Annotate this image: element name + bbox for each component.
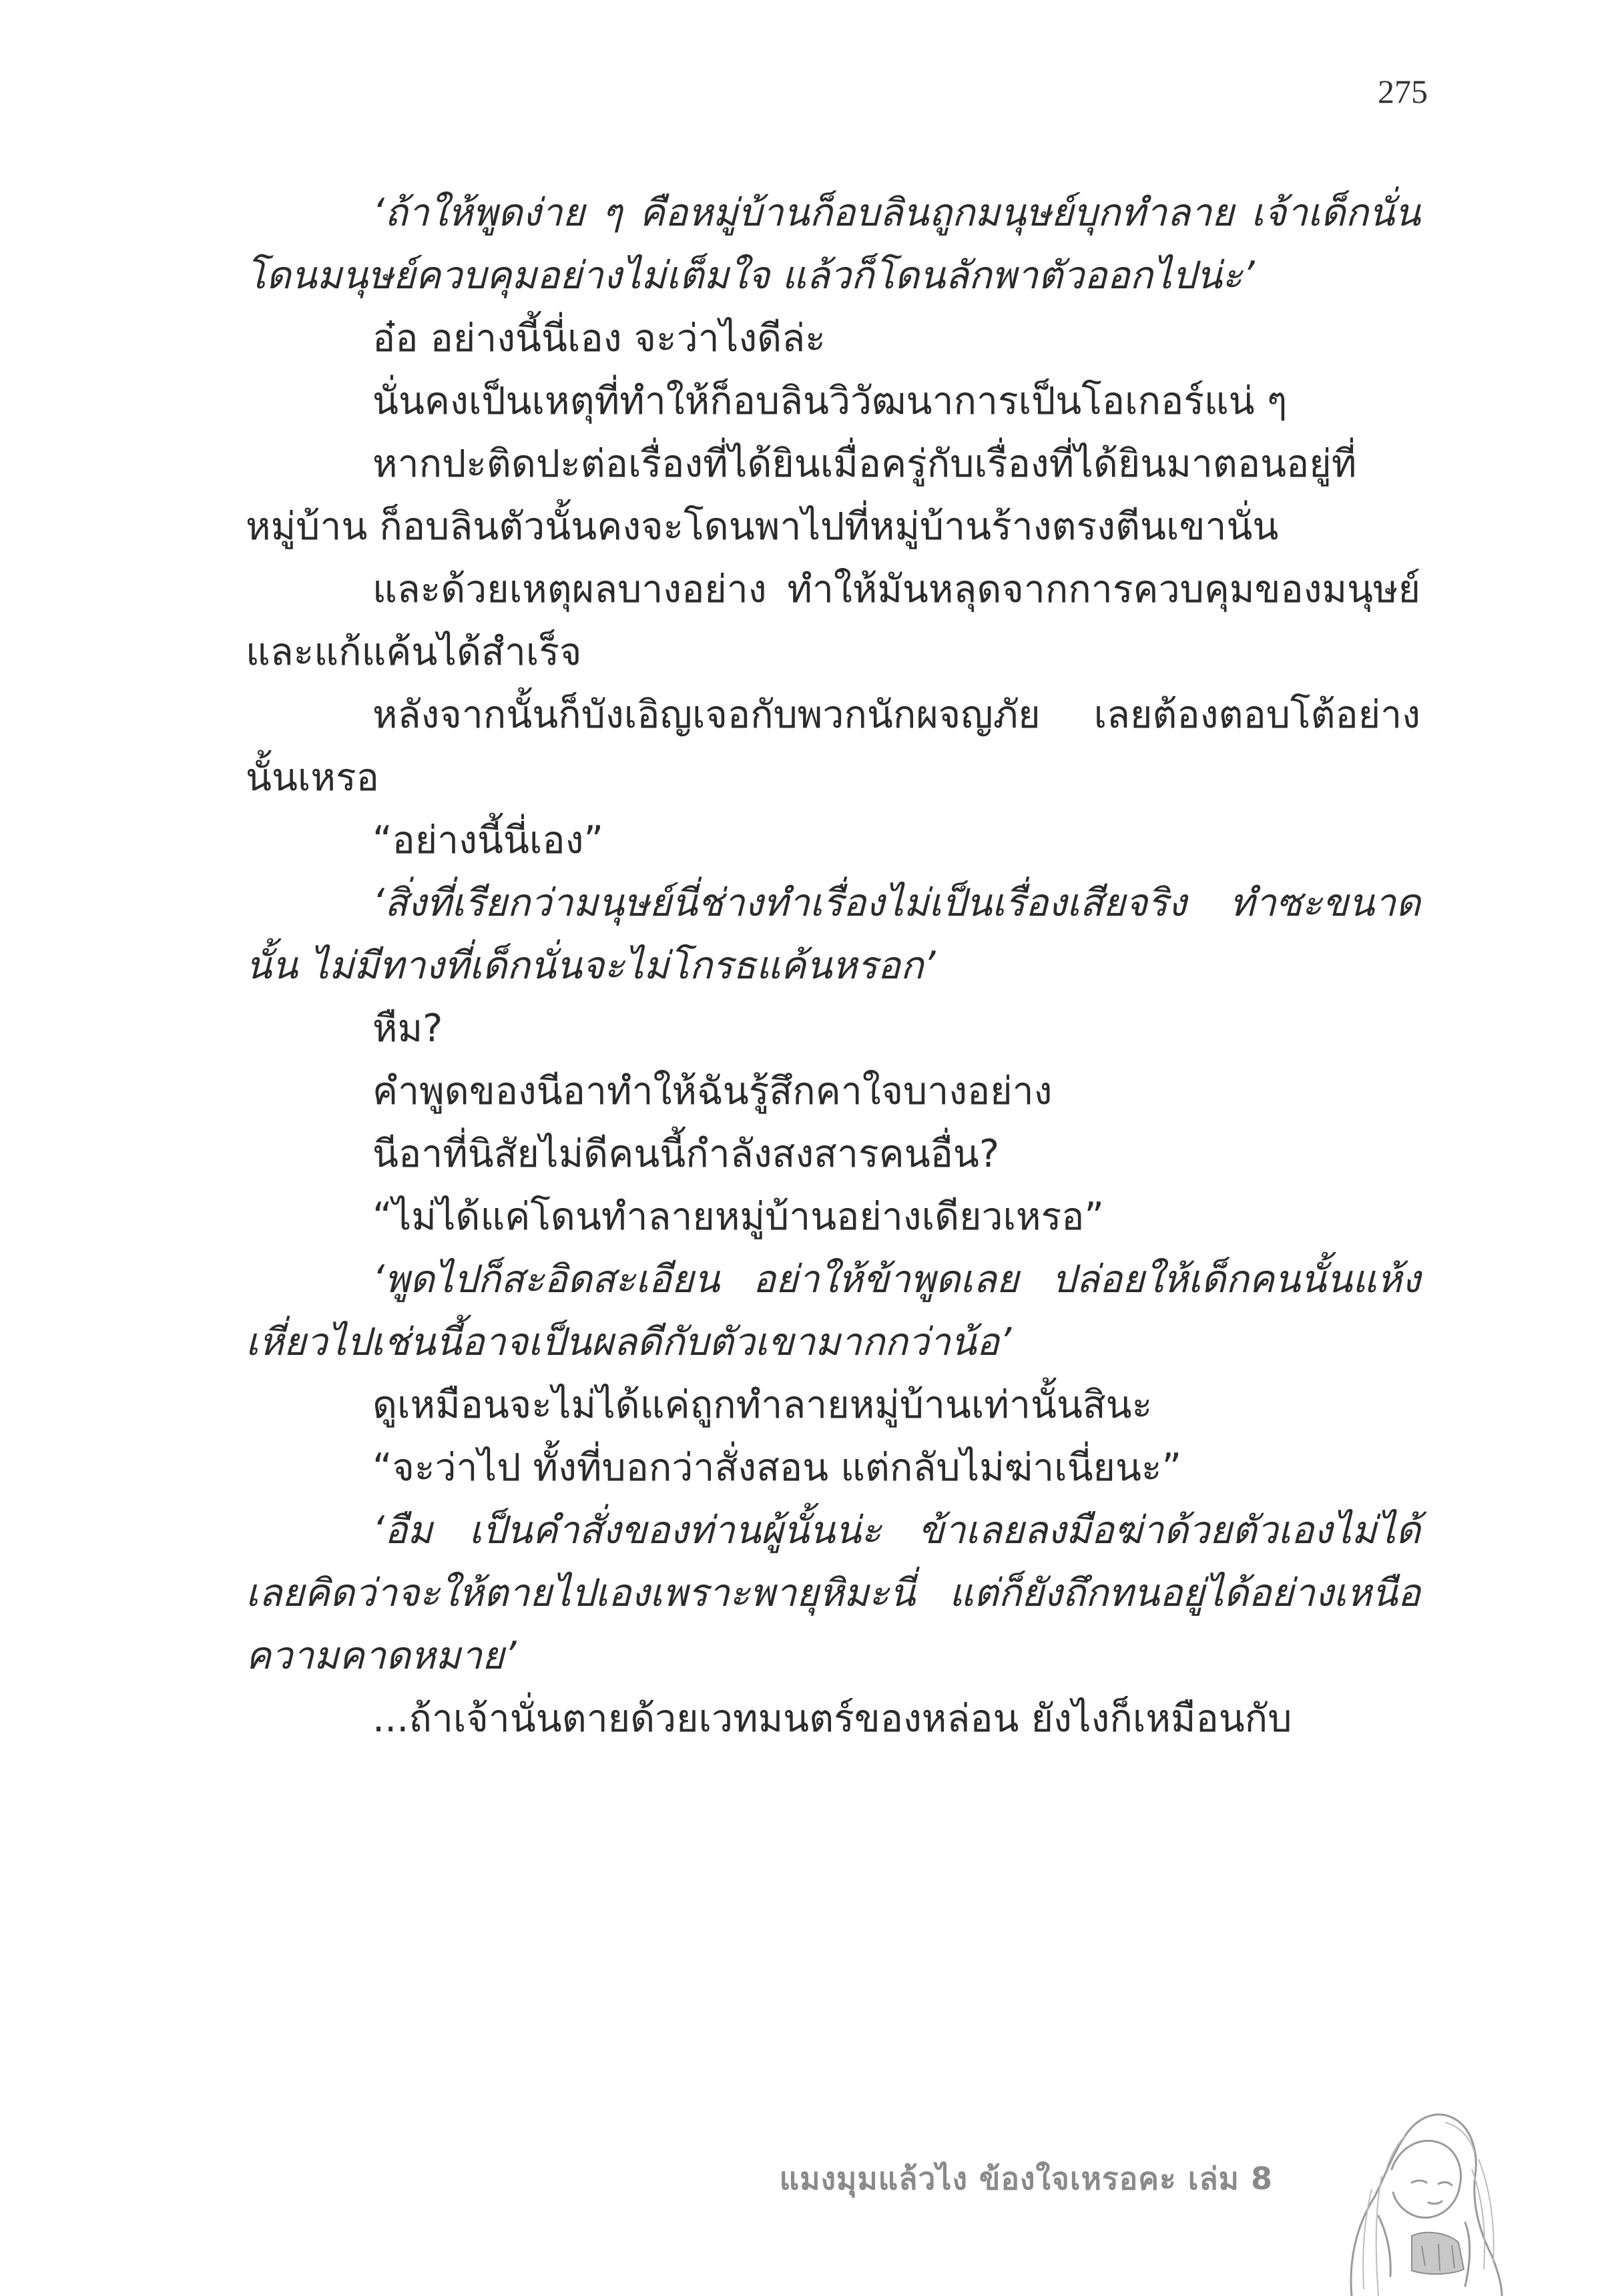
body-text bbox=[246, 182, 1420, 1750]
page-number: 275 bbox=[1378, 73, 1428, 110]
paragraph: หืม? bbox=[372, 1007, 443, 1051]
paragraph: อ๋อ อย่างนี้นี่เอง จะว่าไงดีล่ะ bbox=[372, 316, 826, 360]
character-illustration bbox=[1312, 2096, 1505, 2296]
paragraph: นีอาที่นิสัยไม่ดีคนนี้กำลังสงสารคนอื่น? bbox=[372, 1132, 1000, 1176]
paragraph: นั่นคงเป็นเหตุที่ทำให้ก็อบลินวิวัฒนาการเป็นโอเกอร์แน่ ๆ bbox=[372, 379, 1288, 423]
paragraph: และด้วยเหตุผลบางอย่าง ทำให้มันหลุดจากการควบคุมของมนุษย์และแก้แค้นได้สำเร็จ bbox=[246, 567, 1420, 674]
footer-book-title: แมงมุมแล้วไง ข้องใจเหรอคะ เล่ม 8 bbox=[779, 2161, 1273, 2197]
paragraph: “ไม่ได้แค่โดนทำลายหมู่บ้านอย่างเดียวเหรอ” bbox=[372, 1195, 1104, 1239]
paragraph: ‘พูดไปก็สะอิดสะเอียน อย่าให้ข้าพูดเลย ปล่อยให้เด็กคนนั้นแห้งเหี่ยวไปเช่นนี้อาจเป็นผลดีกับตัวเขามากกว่าน้อ’ bbox=[246, 1257, 1420, 1364]
paragraph: ‘ถ้าให้พูดง่าย ๆ คือหมู่บ้านก็อบลินถูกมนุษย์บุกทำลาย เจ้าเด็กนั่นโดนมนุษย์ควบคุมอย่างไม่เต็มใจ แล้วก็โดนลักพาตัวออกไปน่ะ’ bbox=[246, 191, 1420, 298]
paragraph: ...ถ้าเจ้านั่นตายด้วยเวทมนตร์ของหล่อน ยังไงก็เหมือนกับ bbox=[372, 1697, 1292, 1741]
paragraph: ‘สิ่งที่เรียกว่ามนุษย์นี่ช่างทำเรื่องไม่เป็นเรื่องเสียจริง ทำซะขนาดนั้น ไม่มีทางที่เด็กนั่นจะไม่โกรธแค้นหรอก’ bbox=[246, 881, 1420, 988]
paragraph: “อย่างนี้นี่เอง” bbox=[372, 818, 604, 862]
paragraph: ‘อืม เป็นคำสั่งของท่านผู้นั้นน่ะ ข้าเลยลงมือฆ่าด้วยตัวเองไม่ได้ เลยคิดว่าจะให้ตายไปเองเพราะพายุหิมะนี่ แต่ก็ยังถึกทนอยู่ได้อย่างเหนือความคาดหมาย’ bbox=[246, 1508, 1420, 1678]
paragraph: หลังจากนั้นก็บังเอิญเจอกับพวกนักผจญภัย เลยต้องตอบโต้อย่างนั้นเหรอ bbox=[246, 693, 1420, 800]
paragraph: หากปะติดปะต่อเรื่องที่ได้ยินเมื่อครู่กับเรื่องที่ได้ยินมาตอนอยู่ที่หมู่บ้าน ก็อบลินตัวนั้นคงจะโดนพาไปที่หมู่บ้านร้างตรงตีนเขานั่น bbox=[246, 442, 1357, 549]
paragraph: “จะว่าไป ทั้งที่บอกว่าสั่งสอน แต่กลับไม่ฆ่าเนี่ยนะ” bbox=[372, 1446, 1182, 1490]
paragraph: ดูเหมือนจะไม่ได้แค่ถูกทำลายหมู่บ้านเท่านั้นสินะ bbox=[372, 1383, 1153, 1427]
paragraph: คำพูดของนีอาทำให้ฉันรู้สึกคาใจบางอย่าง bbox=[372, 1069, 1053, 1113]
